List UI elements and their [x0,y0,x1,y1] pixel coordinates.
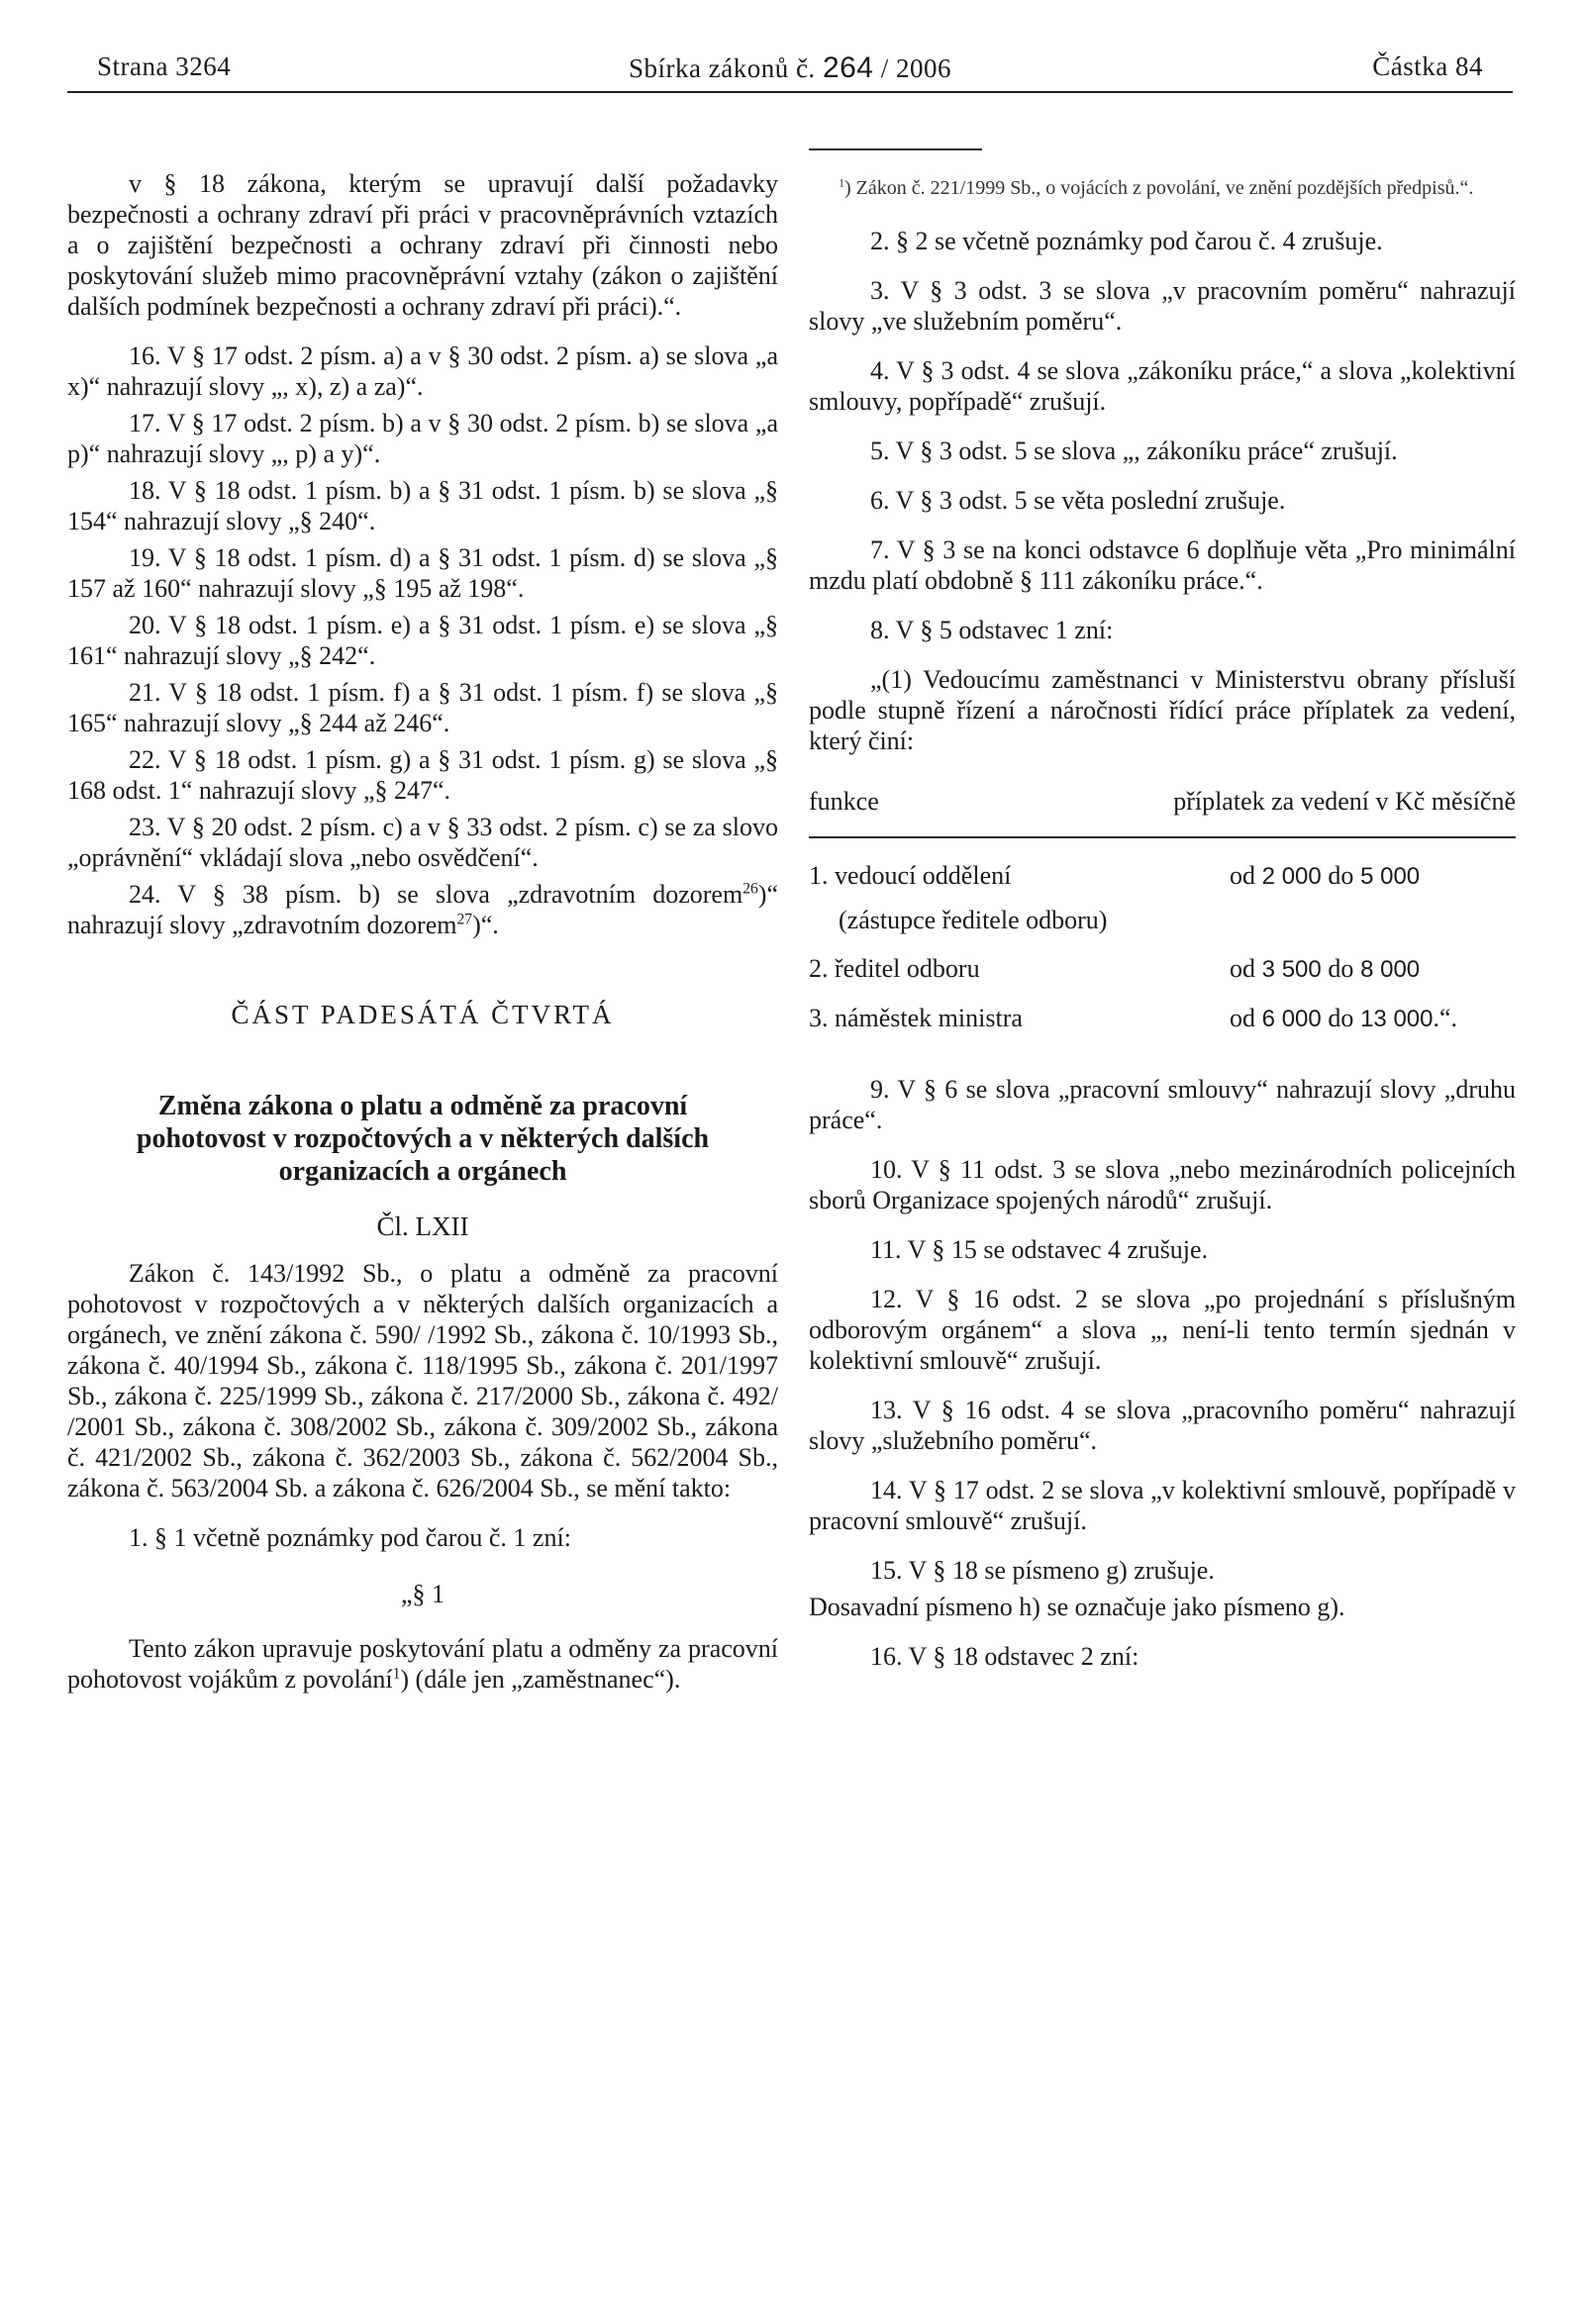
left-column [67,168,778,1713]
amendment-item-2: 2. § 2 se včetně poznámky pod čarou č. 4 zrušuje. [870,227,1383,255]
column-header-allowance: příplatek za vedení v Kč měsíčně [1173,787,1516,816]
table-cell-function: 1. vedoucí oddělení [809,861,1012,890]
part-title: ČÁST PADESÁTÁ ČTVRTÁ [231,1000,615,1029]
table-header [809,786,1516,838]
amendment-item-23: 23. V § 20 odst. 2 písm. c) a v § 33 odst. 2 písm. c) se za slovo „oprávnění“ vkládají slova „nebo osvědčení“. [67,813,778,872]
amendment-item-21: 21. V § 18 odst. 1 písm. f) a § 31 odst. 1 písm. f) se slova „§ 165“ nahrazují slovy „§ 244 až 246“. [67,678,778,737]
amendment-item-24: 24. V § 38 písm. b) se slova „zdravotním dozorem$^{26}$)“ nahrazují slovy „zdravotním dozorem$^{27}$)“. [67,880,778,939]
article-intro: Zákon č. 143/1992 Sb., o platu a odměně za pracovní pohotovost v rozpočtových a v některých dalších organizacích a orgánech, ve znění zákona č. 590/ /1992 Sb., zákona č. 10/1993 Sb., zákona č. 40/1994 Sb., zákona č. 118/1995 Sb., zákona č. 201/1997 Sb., zákona č. 225/1999 Sb., zákona č. 217/2000 Sb., zákona č. 492/ /2001 Sb., zákona č. 308/2002 Sb., zákona č. 309/2002 Sb., zákona č. 421/2002 Sb., zákona č. 362/2003 Sb., zákona č. 562/2004 Sb., zákona č. 563/2004 Sb. a zákona č. 626/2004 Sb., se mění takto: [67,1259,778,1502]
amendment-item-14: 14. V § 17 odst. 2 se slova „v kolektivní smlouvě, popřípadě v pracovní smlouvě“ zrušují. [809,1476,1516,1535]
table-row [809,1003,1516,1034]
article-heading: Čl. LXII [376,1211,469,1241]
amendment-item-12: 12. V § 16 odst. 2 se slova „po projednání s příslušným odborovým orgánem“ a slova „, není-li tento termín sjednán v kolektivní smlouvě“ zrušují. [809,1285,1516,1375]
table-cell-function: 2. ředitel odboru [809,954,980,983]
amendment-item-8: 8. V § 5 odstavec 1 zní: [870,616,1114,644]
amendment-item-11: 11. V § 15 se odstavec 4 zrušuje. [870,1235,1209,1264]
table-cell-function-note: (zástupce ředitele odboru) [839,906,1108,934]
paragraph-continuation: v § 18 zákona, kterým se upravují další požadavky bezpečnosti a ochrany zdraví při práci v pracovněprávních vztazích a o zajištění bezpečnosti a ochrany zdraví při činnosti nebo poskytování služeb mimo pracovněprávní vztahy (zákon o zajištění dalších podmínek bezpečnosti a ochrany zdraví při práci).“. [67,169,778,321]
table-cell-allowance: od 3 500 do 8 000 [1230,954,1421,983]
amendment-item-6: 6. V § 3 odst. 5 se věta poslední zrušuje. [870,486,1286,515]
amendment-item-19: 19. V § 18 odst. 1 písm. d) a § 31 odst. 1 písm. d) se slova „§ 157 až 160“ nahrazují slovy „§ 195 až 198“. [67,543,778,603]
amendment-item-4: 4. V § 3 odst. 4 se slova „zákoníku práce,“ a slova „kolektivní smlouvy, popřípadě“ zrušují. [809,356,1516,416]
section-text: Tento zákon upravuje poskytování platu a odměny za pracovní pohotovost vojákům z povolání$^1$) (dále jen „zaměstnanec“). [67,1634,778,1694]
table-row [809,860,1516,935]
footnote-rule [809,148,982,150]
quoted-subsection: „(1) Vedoucímu zaměstnanci v Ministerstvu obrany přísluší podle stupně řízení a náročnosti řídící práce příplatek za vedení, který činí: [809,665,1516,755]
amendment-item-10: 10. V § 11 odst. 3 se slova „nebo mezinárodních policejních sborů Organizace spojených národů“ zrušují. [809,1155,1516,1214]
amendment-item-17: 17. V § 17 odst. 2 písm. b) a v § 30 odst. 2 písm. b) se slova „a p)“ nahrazují slovy „, p) a y)“. [67,409,778,468]
amendment-item-22: 22. V § 18 odst. 1 písm. g) a § 31 odst. 1 písm. g) se slova „§ 168 odst. 1“ nahrazují slovy „§ 247“. [67,745,778,805]
table-cell-allowance: od 6 000 do 13 000.“. [1230,1004,1458,1032]
amendment-item-7: 7. V § 3 se na konci odstavce 6 doplňuje věta „Pro minimální mzdu platí obdobně § 111 zákoníku práce.“. [809,535,1516,595]
page-header [67,48,1513,91]
header-rule [67,91,1513,93]
law-title: Změna zákona o platu a odměně za pracovní pohotovost v rozpočtových a v některých dalších organizacích a orgánech [136,1091,710,1187]
section-sign-heading: „§ 1 [400,1580,446,1608]
amendment-item-18: 18. V § 18 odst. 1 písm. b) a § 31 odst. 1 písm. b) se slova „§ 154“ nahrazují slovy „§ 240“. [67,476,778,535]
part-number: Částka 84 [1372,51,1483,81]
column-header-function: funkce [809,787,879,816]
table-cell-allowance: od 2 000 do 5 000 [1230,861,1421,890]
amendment-item-5: 5. V § 3 odst. 5 se slova „, zákoníku práce“ zrušují. [870,436,1398,465]
footnote-ref-26: 26 [742,880,758,898]
table-cell-function: 3. náměstek ministra [809,1004,1023,1032]
footnote-ref-27: 27 [456,911,473,928]
amendment-item-3: 3. V § 3 odst. 3 se slova „v pracovním poměru“ nahrazují slovy „ve služebním poměru“. [809,276,1516,336]
amendment-item-13: 13. V § 16 odst. 4 se slova „pracovního poměru“ nahrazují slovy „služebního poměru“. [809,1396,1516,1455]
table-row [809,953,1516,985]
amendment-item-1: 1. § 1 včetně poznámky pod čarou č. 1 zní: [129,1523,571,1552]
amendment-note: Dosavadní písmeno h) se označuje jako písmeno g). [809,1593,1345,1621]
amendment-item-9: 9. V § 6 se slova „pracovní smlouvy“ nahrazují slovy „druhu práce“. [809,1075,1516,1134]
amendment-item-16-right: 16. V § 18 odstavec 2 zní: [870,1642,1139,1671]
footnote: $^1$) Zákon č. 221/1999 Sb., o vojácích z povolání, ve znění pozdějších předpisů.“. [839,175,1474,199]
collection-reference: Sbírka zákonů č. 264 / 2006 [628,51,952,84]
amendment-item-20: 20. V § 18 odst. 1 písm. e) a § 31 odst. 1 písm. e) se slova „§ 161“ nahrazují slovy „§ 242“. [67,611,778,670]
amendment-item-16: 16. V § 17 odst. 2 písm. a) a v § 30 odst. 2 písm. a) se slova „a x)“ nahrazují slovy „, x), z) a za)“. [67,341,778,401]
allowance-table [809,786,1516,1034]
footnote-ref-1: 1 [392,1665,401,1683]
right-column [809,148,1516,1691]
amendment-item-15: 15. V § 18 se písmeno g) zrušuje. [870,1556,1215,1585]
page-number: Strana 3264 [97,51,232,81]
collection-number: 264 [822,51,874,84]
